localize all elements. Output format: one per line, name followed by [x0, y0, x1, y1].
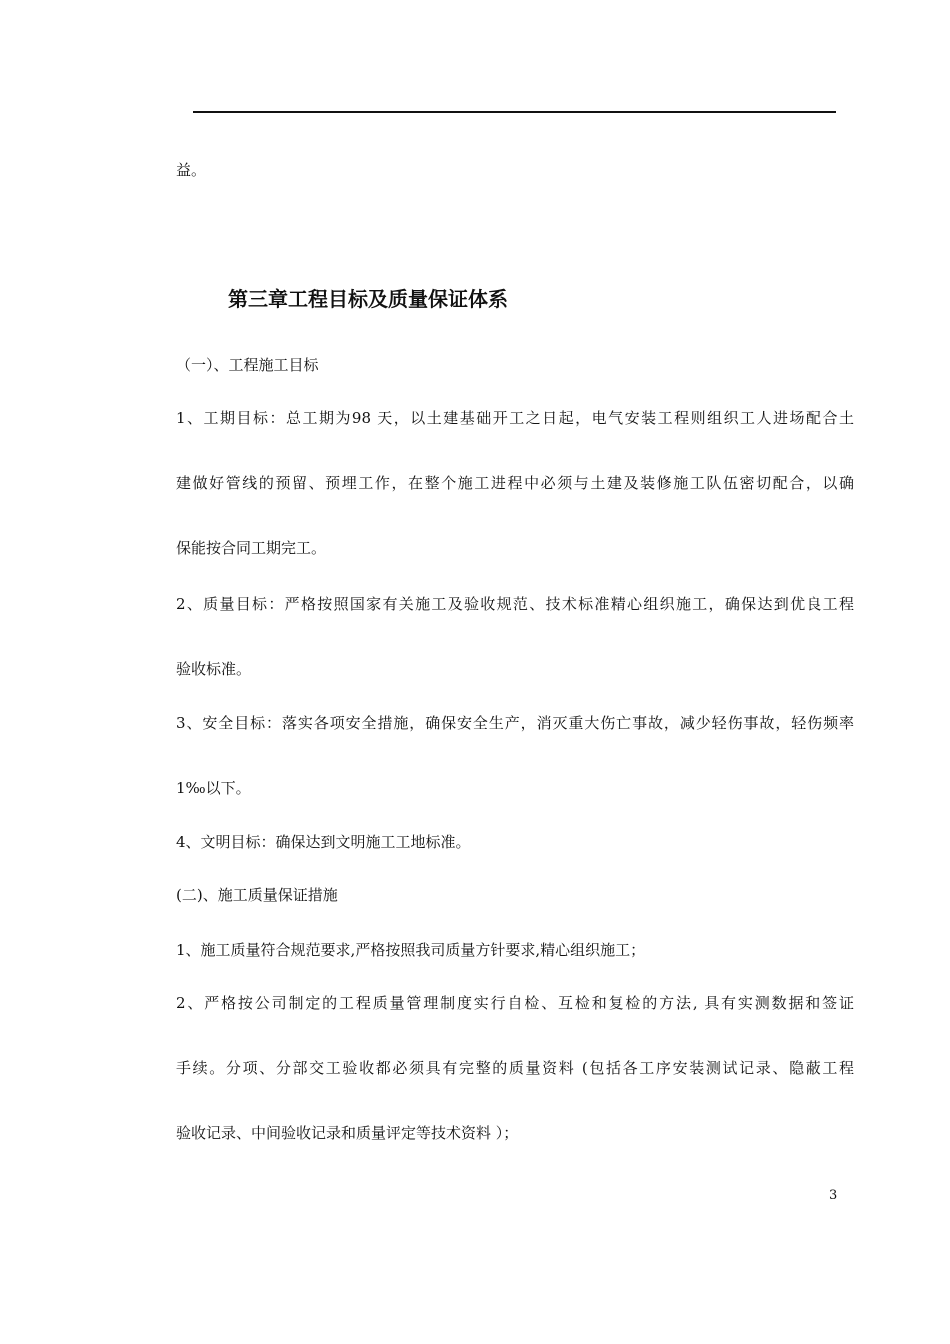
paragraph-line: 验收标准。	[176, 660, 252, 678]
paragraph-line: 1‰以下。	[176, 779, 251, 797]
paragraph-line: 1、施工质量符合规范要求,严格按照我司质量方针要求,精心组织施工；	[176, 941, 646, 959]
paragraph-line: 2、质量目标：严格按照国家有关施工及验收规范、技术标准精心组织施工，确保达到优良工程	[176, 595, 854, 613]
paragraph-line: 1、工期目标：总工期为98 天，以土建基础开工之日起，电气安装工程则组织工人进场配合土	[176, 409, 854, 427]
page-number: 3	[829, 1188, 838, 1203]
paragraph-line: 验收记录、中间验收记录和质量评定等技术资料 ）；	[176, 1124, 519, 1142]
continuation-text: 益。	[176, 161, 207, 179]
paragraph-line: 3、安全目标：落实各项安全措施，确保安全生产，消灭重大伤亡事故，减少轻伤事故，轻伤频率	[176, 714, 854, 732]
paragraph-line: 保能按合同工期完工。	[176, 539, 327, 557]
section-heading: （一）、工程施工目标	[176, 356, 319, 374]
header-rule	[193, 111, 836, 113]
paragraph-line: 4、文明目标：确保达到文明施工工地标准。	[176, 833, 471, 851]
chapter-title: 第三章工程目标及质量保证体系	[228, 287, 508, 311]
paragraph-line: 建做好管线的预留、预埋工作，在整个施工进程中必须与土建及装修施工队伍密切配合，以确	[176, 474, 854, 492]
paragraph-line: 手续。分项、分部交工验收都必须具有完整的质量资料 (包括各工序安装测试记录、隐蔽工程	[176, 1059, 854, 1077]
paragraph-line: 2、严格按公司制定的工程质量管理制度实行自检、互检和复检的方法, 具有实测数据和签证	[176, 994, 854, 1012]
section-heading: (二)、施工质量保证措施	[176, 886, 338, 904]
